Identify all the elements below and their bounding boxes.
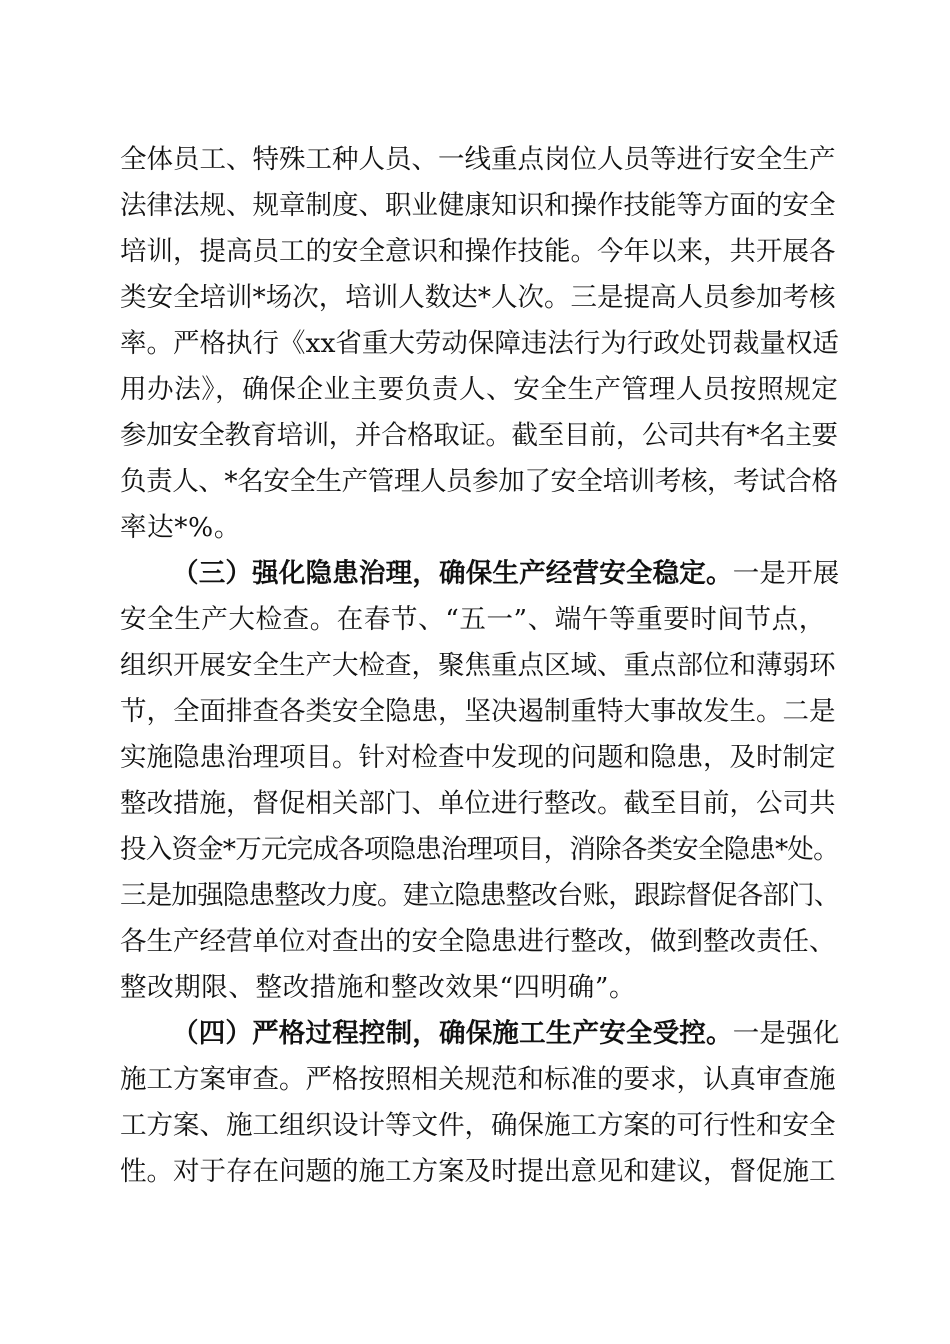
text-line: 组织开展安全生产大检查，聚焦重点区域、重点部位和薄弱环 — [120, 650, 836, 681]
text-line: 投入资金*万元完成各项隐患治理项目，消除各类安全隐患*处。 — [120, 834, 839, 865]
text-line: 整改期限、整改措施和整改效果“四明确”。 — [120, 972, 637, 1003]
text-line: 性。对于存在问题的施工方案及时提出意见和建议，督促施工 — [120, 1156, 836, 1187]
section-3-first-line — [172, 554, 840, 594]
text-line: 全体员工、特殊工种人员、一线重点岗位人员等进行安全生产 — [120, 144, 836, 175]
text-line: 施工方案审查。严格按照相关规范和标准的要求，认真审查施 — [120, 1064, 836, 1095]
text-line: 负责人、*名安全生产管理人员参加了安全培训考核，考试合格 — [120, 466, 838, 497]
section-4-first-line-rest: 一是强化 — [732, 1018, 840, 1049]
text-line: 率。严格执行《xx省重大劳动保障违法行为行政处罚裁量权适 — [120, 328, 839, 359]
text-line: 实施隐患治理项目。针对检查中发现的问题和隐患，及时制定 — [120, 742, 836, 773]
text-line: 整改措施，督促相关部门、单位进行整改。截至目前，公司共 — [120, 788, 836, 819]
text-line: 参加安全教育培训，并合格取证。截至目前，公司共有*名主要 — [120, 420, 838, 451]
text-line: 各生产经营单位对查出的安全隐患进行整改，做到整改责任、 — [120, 926, 836, 957]
section-4-heading: （四）严格过程控制，确保施工生产安全受控。 — [172, 1018, 733, 1049]
section-3-first-line-rest: 一是开展 — [732, 558, 840, 589]
section-4-first-line — [172, 1014, 840, 1054]
text-line: 三是加强隐患整改力度。建立隐患整改台账，跟踪督促各部门、 — [120, 880, 840, 911]
text-line: 用办法》，确保企业主要负责人、安全生产管理人员按照规定 — [120, 374, 839, 405]
text-line: 法律法规、规章制度、职业健康知识和操作技能等方面的安全 — [120, 190, 836, 221]
text-line: 培训，提高员工的安全意识和操作技能。今年以来，共开展各 — [120, 236, 836, 267]
section-3-heading: （三）强化隐患治理，确保生产经营安全稳定。 — [172, 558, 733, 589]
text-line: 类安全培训*场次，培训人数达*人次。三是提高人员参加考核 — [120, 282, 836, 313]
text-line: 率达*%。 — [120, 512, 241, 543]
text-line: 安全生产大检查。在春节、“五一”、端午等重要时间节点， — [120, 604, 826, 635]
text-line: 工方案、施工组织设计等文件，确保施工方案的可行性和安全 — [120, 1110, 836, 1141]
text-line: 节，全面排查各类安全隐患，坚决遏制重特大事故发生。二是 — [120, 696, 836, 727]
